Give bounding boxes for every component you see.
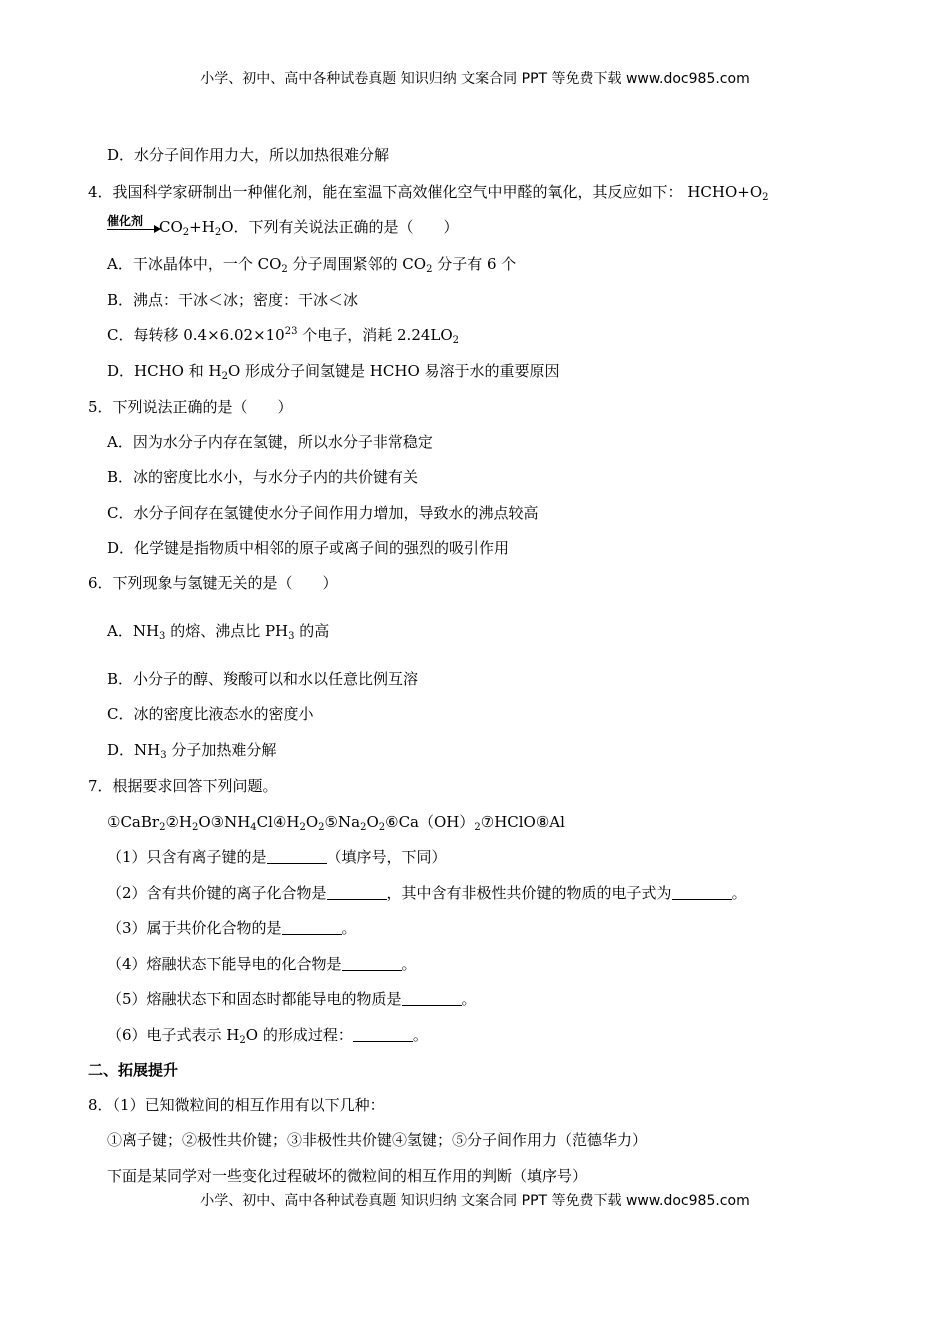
q5-option-b: B．冰的密度比水小，与水分子内的共价键有关: [107, 468, 419, 486]
q4-option-c: C．每转移 $0.4\times 6.02\times 10^{23}$ 个电子，消耗 $2.24LO_2$: [107, 326, 460, 346]
answer-blank: [342, 954, 402, 971]
q8-note: 下面是某同学对一些变化过程破坏的微粒间的相互作用的判断（填序号）: [107, 1167, 588, 1185]
q6-option-d: D．$NH_3$ 分子加热难分解: [107, 741, 277, 761]
q4-stem-line2: 催化剂 $CO_2+H_2O$．下列有关说法正确的是（ ）: [107, 214, 459, 238]
q4-option-a: A．干冰晶体中，一个 $CO_2$ 分子周围紧邻的 $CO_2$ 分子有 6 个: [107, 255, 517, 275]
q8-stem: 8．（1）已知微粒间的相互作用有以下几种：: [88, 1096, 385, 1114]
q7-part5: （5）熔融状态下和固态时都能导电的物质是 。: [107, 990, 477, 1008]
q4-option-b: B．沸点：干冰＜冰；密度：干冰＜冰: [107, 291, 359, 309]
q5-option-d: D．化学键是指物质中相邻的原子或离子间的强烈的吸引作用: [107, 539, 510, 557]
q3-option-d: D．水分子间作用力大，所以加热很难分解: [107, 146, 390, 164]
q7-stem: 7．根据要求回答下列问题。: [88, 777, 278, 795]
section-title: 二、拓展提升: [88, 1061, 179, 1079]
q7-part4: （4）熔融状态下能导电的化合物是 。: [107, 955, 417, 973]
q7-part2: （2）含有共价键的离子化合物是 ，其中含有非极性共价键的物质的电子式为 。: [107, 884, 747, 902]
answer-blank: [282, 918, 342, 935]
catalyst-arrow: 催化剂: [107, 217, 159, 237]
q7-part6: （6）电子式表示 $H_2O$ 的形成过程： 。: [107, 1026, 428, 1046]
q6-option-b: B．小分子的醇、羧酸可以和水以任意比例互溶: [107, 670, 419, 688]
q7-part3: （3）属于共价化合物的是 。: [107, 919, 357, 937]
page-footer: 小学、初中、高中各种试卷真题 知识归纳 文案合同 PPT 等免费下载 www.doc985.com: [200, 1193, 750, 1209]
answer-blank: [353, 1025, 413, 1042]
q6-option-c: C．冰的密度比液态水的密度小: [107, 705, 314, 723]
q5-option-a: A．因为水分子内存在氢键，所以水分子非常稳定: [107, 433, 433, 451]
q8-interaction-list: ①离子键；②极性共价键；③非极性共价键④氢键；⑤分子间作用力（范德华力）: [107, 1131, 648, 1149]
answer-blank: [672, 883, 732, 900]
q7-part1: （1）只含有离子键的是 （填序号，下同）: [107, 848, 447, 866]
answer-blank: [267, 847, 327, 864]
answer-blank: [327, 883, 387, 900]
q5-option-c: C．水分子间存在氢键使水分子间作用力增加，导致水的沸点较高: [107, 504, 539, 522]
q6-stem: 6．下列现象与氢键无关的是（ ）: [88, 574, 338, 592]
q5-stem: 5．下列说法正确的是（ ）: [88, 398, 293, 416]
q4-stem-line1: 4．我国科学家研制出一种催化剂，能在室温下高效催化空气中甲醛的氧化，其反应如下： $HCHO+O_2$: [88, 183, 769, 203]
q4-option-d: D．HCHO 和 $H_2O$ 形成分子间氢键是 HCHO 易溶于水的重要原因: [107, 362, 560, 382]
page-header: 小学、初中、高中各种试卷真题 知识归纳 文案合同 PPT 等免费下载 www.doc985.com: [200, 71, 750, 87]
q7-substance-list: $①CaBr_2②H_2O③NH_4Cl④H_2O_2⑤Na_2O_2⑥Ca(OH)_2⑦HClO⑧Al$: [107, 813, 565, 833]
answer-blank: [402, 989, 462, 1006]
q6-option-a: A．$NH_3$ 的熔、沸点比 $PH_3$ 的高: [107, 622, 330, 642]
